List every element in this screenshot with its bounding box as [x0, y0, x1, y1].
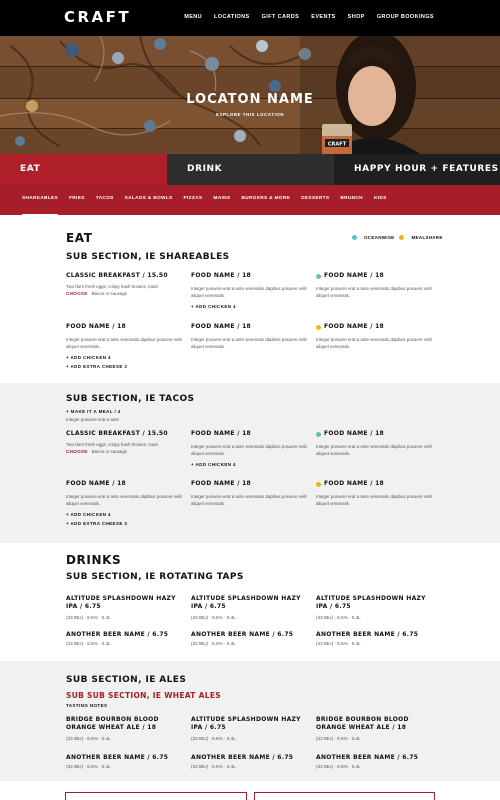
drink-name: BRIDGE BOURBON BLOOD ORANGE WHEAT ALE / 18: [66, 716, 159, 731]
item-desc: Integer posuere erat a ante venenatis dapibus posuere velit aliquet venenatis.: [316, 286, 432, 298]
item-choose: [66, 449, 186, 454]
menu-item[interactable]: [191, 480, 311, 507]
mealshare-dot-icon: [316, 482, 321, 487]
cup-logo: CRAFT: [327, 141, 347, 148]
item-desc: Integer posuere erat a ante venenatis dapibus posuere velit aliquet venenatis.: [191, 494, 307, 506]
drink-item[interactable]: [316, 754, 436, 769]
nav-group-bookings[interactable]: GROUP BOOKINGS: [376, 14, 434, 20]
eat-heading: EAT: [66, 231, 93, 245]
ales-section: [0, 661, 500, 781]
drink-name: BRIDGE BOURBON BLOOD ORANGE WHEAT ALE / 18: [316, 716, 409, 731]
drink-abv: (33 IBU) · 6.5% · 0.4L: [66, 641, 111, 646]
drinks-heading: DRINKS: [66, 553, 122, 567]
menu-item[interactable]: [66, 323, 186, 370]
drink-item[interactable]: [316, 595, 436, 620]
tab-happy-hour[interactable]: HAPPY HOUR + FEATURES: [334, 154, 500, 185]
choose-value: Bacon or sausage: [91, 291, 128, 296]
drink-item[interactable]: [191, 716, 311, 741]
subnav-salads-bowls[interactable]: SALADS & BOWLS: [124, 196, 173, 201]
tab-eat[interactable]: EAT: [0, 154, 167, 185]
addon-option[interactable]: + ADD CHICKEN 4: [66, 512, 111, 517]
logo[interactable]: CRAFT: [64, 8, 132, 26]
subnav-kids[interactable]: KIDS: [373, 196, 387, 201]
item-name: FOOD NAME / 18: [191, 323, 252, 330]
item-desc: Integer posuere erat a ante venenatis dapibus posuere velit aliquet venenatis.: [66, 494, 182, 506]
drink-name: ANOTHER BEER NAME / 6.75: [316, 754, 419, 761]
drink-name: ANOTHER BEER NAME / 6.75: [316, 631, 419, 638]
item-desc: Two farm fresh eggs, crispy hash browns, toast: [66, 284, 158, 289]
drink-abv: (33 IBU) · 6.5% · 0.4L: [191, 641, 236, 646]
nav-events[interactable]: EVENTS: [311, 14, 336, 20]
item-name: FOOD NAME / 18: [191, 272, 252, 279]
hero-explore-link[interactable]: EXPLORE THIS LOCATION: [216, 112, 284, 117]
drinks-section: [0, 543, 500, 661]
drink-abv: (33 IBU) · 6.5% · 0.4L: [191, 736, 236, 741]
bottom-card[interactable]: [65, 792, 247, 800]
menu-item[interactable]: [191, 430, 311, 468]
item-name: [316, 480, 436, 488]
choose-label: CHOOSE: [66, 291, 88, 296]
tasting-notes[interactable]: TASTING NOTES: [66, 703, 108, 708]
drink-abv: (33 IBU) · 6.5% · 0.4L: [316, 736, 361, 741]
category-tabs: [0, 154, 500, 185]
bottom-card[interactable]: [254, 792, 436, 800]
nav-gift-cards[interactable]: GIFT CARDS: [261, 14, 300, 20]
tab-drink[interactable]: DRINK: [167, 154, 334, 185]
menu-item[interactable]: [191, 323, 311, 350]
drink-name: ALTITUDE SPLASHDOWN HAZY IPA / 6.75: [316, 595, 426, 610]
item-desc: Integer posuere erat a ante venenatis dapibus posuere velit aliquet venenatis.: [316, 444, 432, 456]
legend: [352, 235, 443, 240]
drink-name: ALTITUDE SPLASHDOWN HAZY IPA / 6.75: [191, 595, 301, 610]
nav-menu[interactable]: MENU: [184, 14, 203, 20]
drink-abv: (33 IBU) · 6.5% · 0.4L: [66, 615, 111, 620]
shareables-section: [0, 215, 500, 383]
drink-item[interactable]: [191, 595, 311, 620]
drink-abv: (33 IBU) · 6.5% · 0.4L: [191, 764, 236, 769]
addon-option[interactable]: + ADD CHICKEN 4: [191, 462, 236, 467]
ales-heading: SUB SECTION, IE ALES: [66, 675, 187, 685]
shareables-heading: SUB SECTION, IE SHAREABLES: [66, 252, 230, 262]
drink-name: ANOTHER BEER NAME / 6.75: [191, 631, 294, 638]
nav-shop[interactable]: SHOP: [347, 14, 365, 20]
menu-item[interactable]: [316, 272, 436, 299]
addon-option[interactable]: + ADD EXTRA CHEESE 3: [66, 364, 128, 369]
drink-name: ANOTHER BEER NAME / 6.75: [66, 754, 169, 761]
subnav-tacos[interactable]: TACOS: [95, 196, 114, 201]
addon-option[interactable]: + ADD CHICKEN 4: [191, 304, 236, 309]
mealshare-dot-icon: [316, 325, 321, 330]
item-name: [316, 272, 436, 280]
drink-item[interactable]: [66, 716, 186, 741]
item-name-text: FOOD NAME / 18: [324, 480, 385, 487]
subnav-fries[interactable]: FRIES: [69, 196, 85, 201]
tacos-heading: SUB SECTION, IE TACOS: [66, 394, 195, 404]
main-nav: [184, 14, 434, 20]
menu-item[interactable]: [66, 430, 186, 454]
choose-label: CHOOSE: [66, 449, 88, 454]
nav-locations[interactable]: LOCATIONS: [214, 14, 250, 20]
subnav-shareables[interactable]: SHAREABLES: [22, 196, 58, 215]
legend-oceanwise: OCEANWISE: [364, 235, 395, 240]
subnav-desserts[interactable]: DESSERTS: [301, 196, 330, 201]
item-desc: Two farm fresh eggs, crispy hash browns, toast: [66, 442, 158, 447]
subnav-mains[interactable]: MAINS: [213, 196, 231, 201]
drink-item[interactable]: [66, 595, 186, 620]
drink-name: ANOTHER BEER NAME / 6.75: [191, 754, 294, 761]
menu-item[interactable]: [316, 480, 436, 507]
item-name: CLASSIC BREAKFAST / 15.50: [66, 430, 168, 437]
item-name: FOOD NAME / 18: [191, 480, 252, 487]
wheat-ales-heading: SUB SUB SECTION, IE WHEAT ALES: [66, 691, 221, 700]
menu-item[interactable]: [66, 480, 186, 527]
item-desc: Integer posuere erat a ante venenatis dapibus posuere velit aliquet venenatis.: [66, 337, 182, 349]
item-name: [316, 323, 436, 331]
oceanwise-dot-icon: [352, 235, 357, 240]
top-bar: [0, 0, 500, 36]
oceanwise-dot-icon: [316, 274, 321, 279]
legend-mealshare: MEALSHARE: [411, 235, 443, 240]
subnav-brunch[interactable]: BRUNCH: [340, 196, 363, 201]
drink-abv: (33 IBU) · 6.5% · 0.4L: [316, 764, 361, 769]
item-name: FOOD NAME / 18: [191, 430, 252, 437]
oceanwise-dot-icon: [316, 432, 321, 437]
drink-item[interactable]: [316, 631, 436, 646]
drink-item[interactable]: [316, 716, 436, 741]
addon-option[interactable]: + ADD CHICKEN 4: [66, 355, 111, 360]
menu-item[interactable]: [66, 272, 186, 296]
item-desc: Integer posuere erat a ante venenatis dapibus posuere velit aliquet venenatis.: [191, 444, 307, 456]
addon-option[interactable]: + ADD EXTRA CHEESE 3: [66, 521, 128, 526]
item-desc: Integer posuere erat a ante venenatis dapibus posuere velit aliquet venenatis.: [316, 337, 432, 349]
drink-abv: (33 IBU) · 6.5% · 0.4L: [191, 615, 236, 620]
item-name: FOOD NAME / 18: [66, 323, 127, 330]
item-name-text: FOOD NAME / 18: [324, 272, 385, 279]
meal-desc: Integer posuere erat a ante: [66, 417, 119, 422]
drink-item[interactable]: [191, 631, 311, 646]
item-name-text: FOOD NAME / 18: [324, 430, 385, 437]
item-name: [316, 430, 436, 438]
choose-value: Bacon or sausage: [91, 449, 128, 454]
mealshare-dot-icon: [399, 235, 404, 240]
drink-abv: (33 IBU) · 6.5% · 0.4L: [66, 736, 111, 741]
menu-item[interactable]: [316, 323, 436, 350]
item-name-text: FOOD NAME / 18: [324, 323, 385, 330]
drink-name: ALTITUDE SPLASHDOWN HAZY IPA / 6.75: [66, 595, 176, 610]
item-choose: [66, 291, 186, 296]
hero-banner: [0, 36, 500, 154]
item-desc: Integer posuere erat a ante venenatis dapibus posuere velit aliquet venenatis.: [191, 286, 307, 298]
subnav-pizzas[interactable]: PIZZAS: [183, 196, 203, 201]
drink-item[interactable]: [66, 631, 186, 646]
drink-abv: (33 IBU) · 6.5% · 0.4L: [316, 615, 361, 620]
item-desc: Integer posuere erat a ante venenatis dapibus posuere velit aliquet venenatis.: [316, 494, 432, 506]
drink-item[interactable]: [66, 754, 186, 769]
menu-item[interactable]: [191, 272, 311, 310]
item-desc: Integer posuere erat a ante venenatis dapibus posuere velit aliquet venenatis.: [191, 337, 307, 349]
eat-subnav: [0, 185, 500, 215]
item-name: CLASSIC BREAKFAST / 15.50: [66, 272, 168, 279]
menu-item[interactable]: [316, 430, 436, 457]
item-name: FOOD NAME / 18: [66, 480, 127, 487]
hero-title: LOCATON NAME: [186, 92, 314, 107]
bottom-cards: [65, 792, 435, 800]
tacos-section: [0, 383, 500, 543]
drink-name: ALTITUDE SPLASHDOWN HAZY IPA / 6.75: [191, 716, 301, 731]
drink-item[interactable]: [191, 754, 311, 769]
drink-name: ANOTHER BEER NAME / 6.75: [66, 631, 169, 638]
drink-abv: (33 IBU) · 6.5% · 0.4L: [316, 641, 361, 646]
subnav-burgers[interactable]: BURGERS & MORE: [241, 196, 291, 201]
drink-abv: (33 IBU) · 6.5% · 0.4L: [66, 764, 111, 769]
make-it-a-meal[interactable]: + MAKE IT A MEAL / 4: [66, 409, 121, 414]
taps-heading: SUB SECTION, IE ROTATING TAPS: [66, 572, 244, 582]
